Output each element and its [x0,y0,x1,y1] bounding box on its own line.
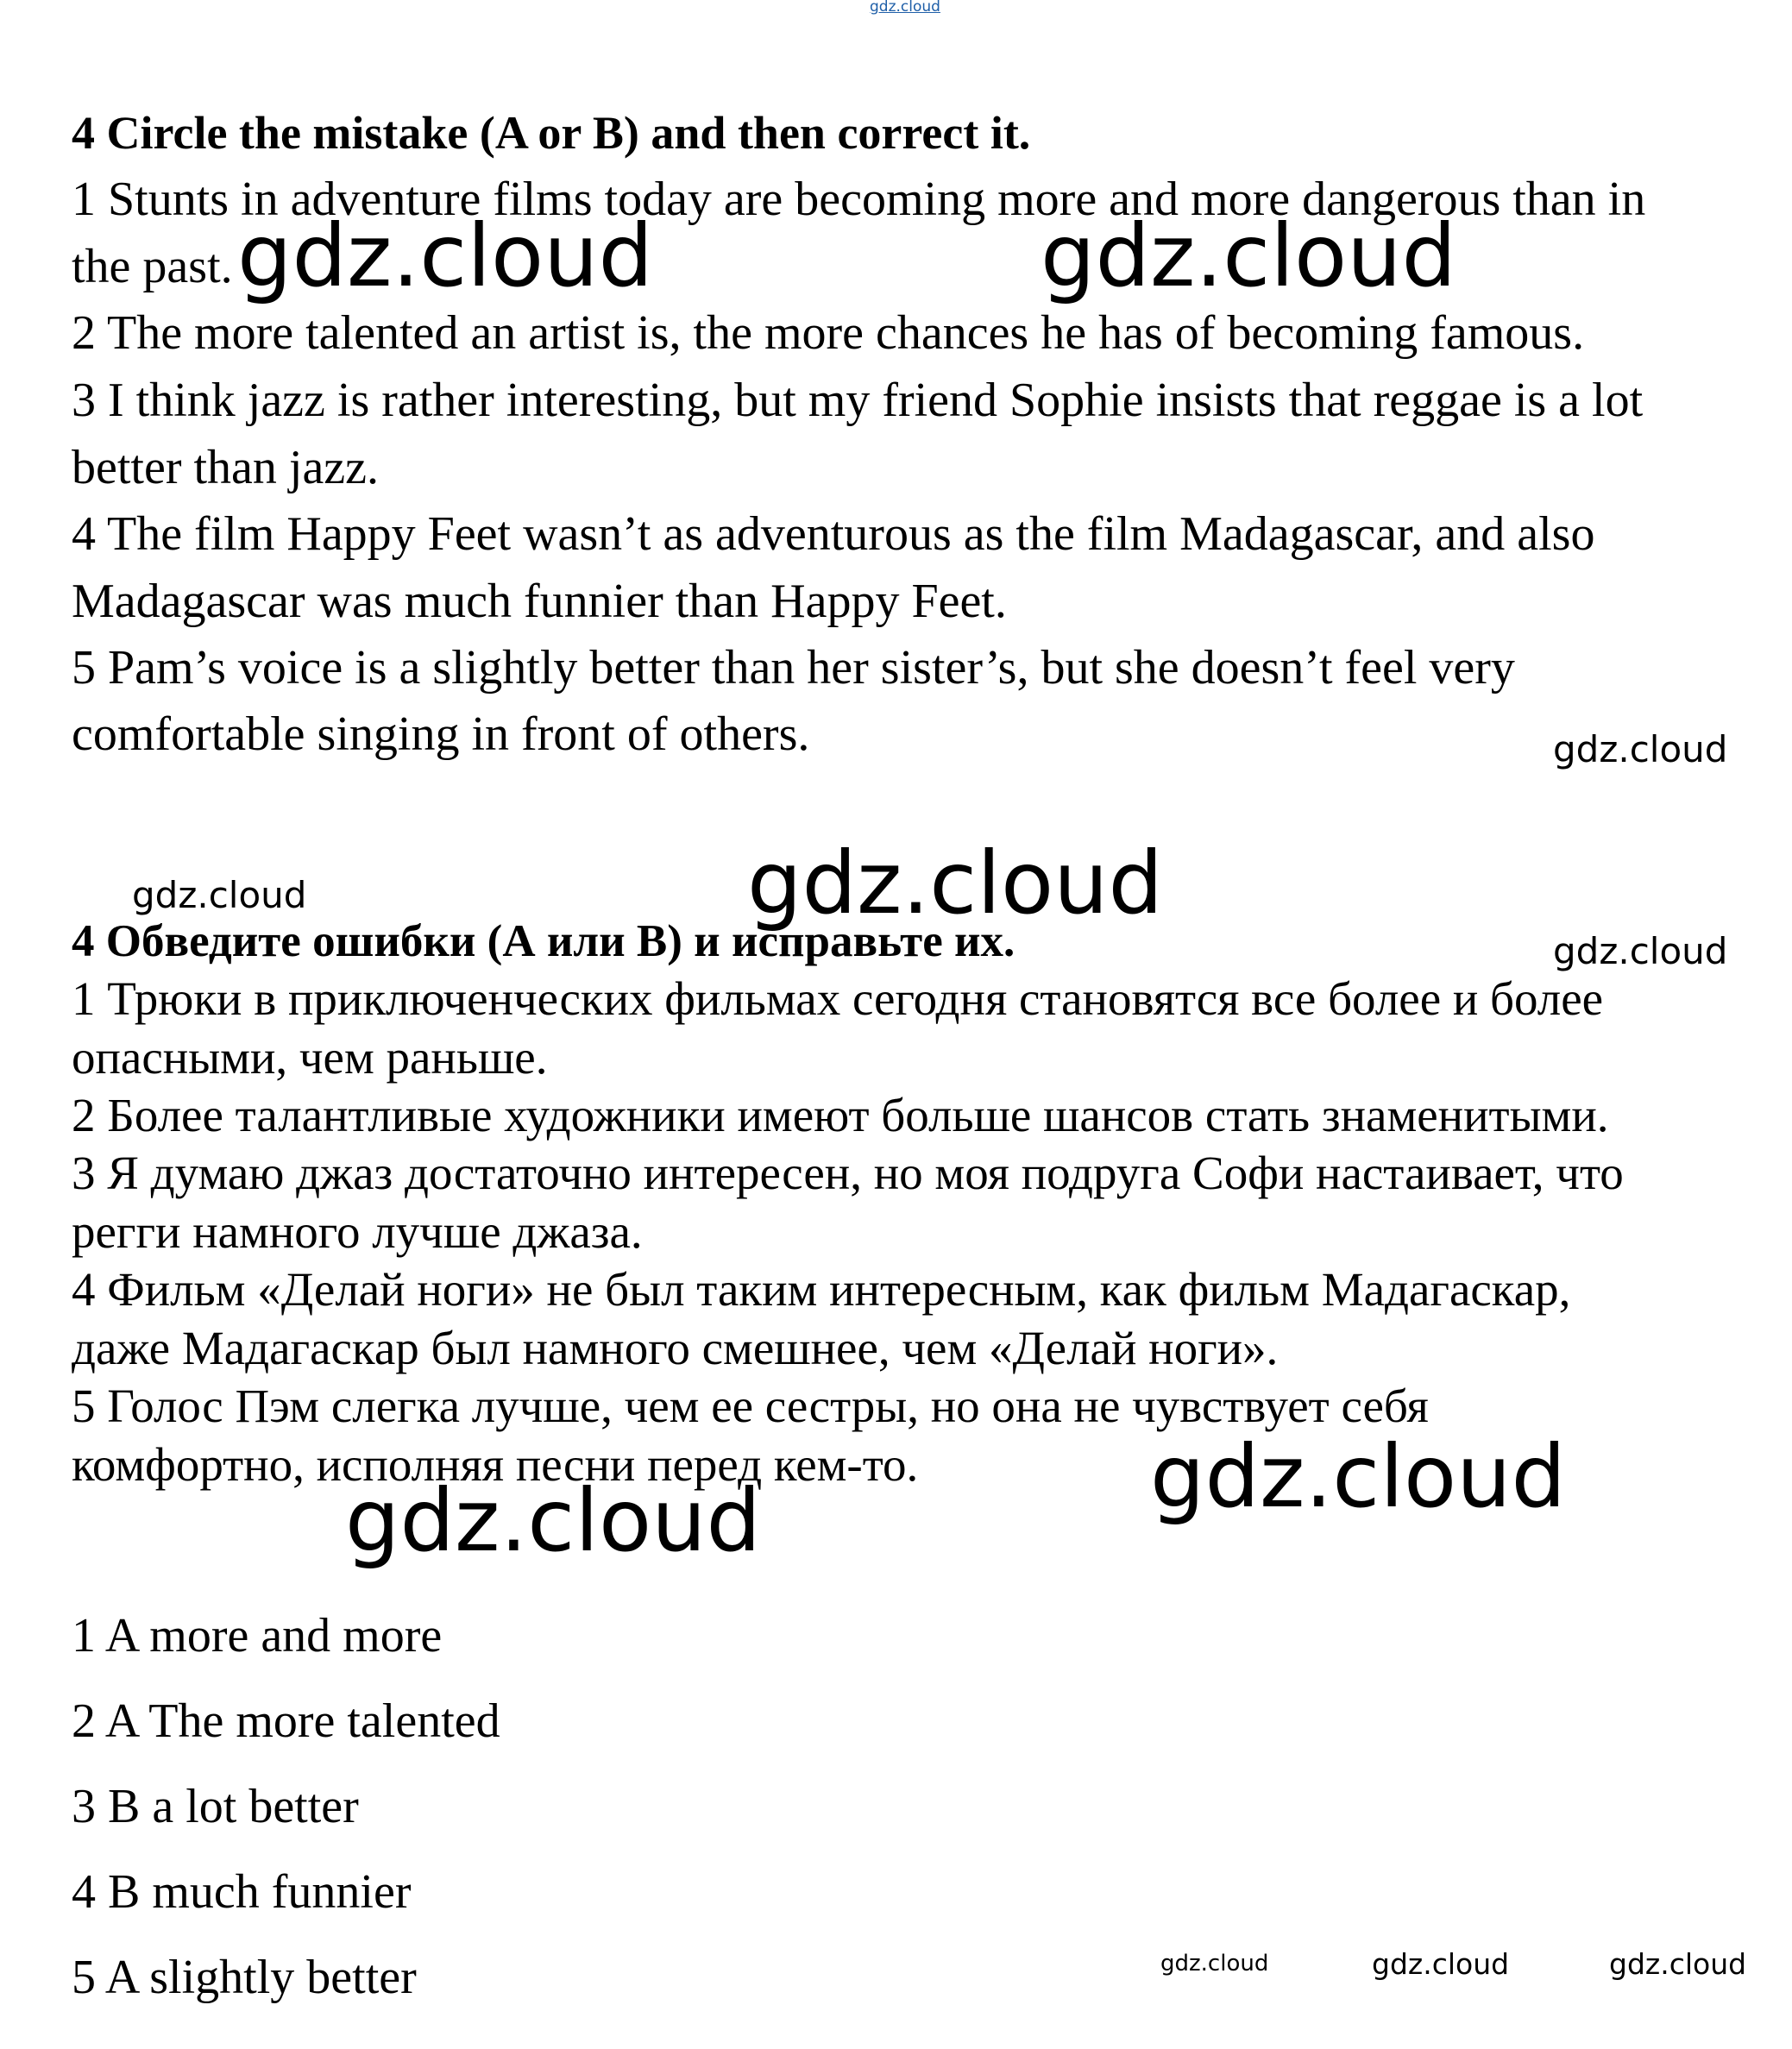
watermark-small: gdz.cloud [1609,1947,1747,1981]
sentence-3-line-2: better than jazz. [72,441,380,494]
ru-sentence-1-line-2: опасными, чем раньше. [72,1031,548,1084]
sentence-5-line-1: 5 Pam’s voice is a slightly better than her sister’s, but she doesn’t feel very [72,641,1515,695]
ru-sentence-5-line-1: 5 Голос Пэм слегка лучше, чем ее сестры, но она не чувствует себя [72,1380,1429,1432]
answer-5: 5 A slightly better [72,1951,417,2004]
ru-sentence-4-line-2: даже Мадагаскар был намного смешнее, чем «Делай ноги». [72,1322,1279,1374]
sentence-5-line-2: comfortable singing in front of others. [72,707,810,761]
sentence-1-line-2: the past. [72,240,233,293]
ru-sentence-1-line-1: 1 Трюки в приключенческих фильмах сегодня становятся все более и более [72,972,1604,1025]
answer-3: 3 B a lot better [72,1780,359,1833]
sentence-4-line-1: 4 The film Happy Feet wasn’t as adventurous as the film Madagascar, and also [72,507,1595,561]
sentence-2: 2 The more talented an artist is, the more chances he has of becoming famous. [72,306,1585,360]
sentence-1-line-1: 1 Stunts in adventure films today are becoming more and more dangerous than in [72,173,1646,226]
watermark-large: gdz.cloud [1041,205,1457,306]
answer-2: 2 A The more talented [72,1694,500,1748]
exercise-heading-en: 4 Circle the mistake (A or B) and then correct it. [72,107,1031,159]
sentence-3-line-1: 3 I think jazz is rather interesting, but my friend Sophie insists that reggae is a lot [72,374,1644,427]
watermark-large: gdz.cloud [345,1470,762,1571]
ru-sentence-2: 2 Более талантливые художники имеют больше шансов стать знаменитыми. [72,1089,1609,1141]
exercise-heading-ru: 4 Обведите ошибки (А или В) и исправьте их. [72,916,1015,966]
watermark-large: gdz.cloud [1150,1426,1567,1527]
ru-sentence-4-line-1: 4 Фильм «Делай ноги» не был таким интересным, как фильм Мадагаскар, [72,1263,1571,1316]
answer-4: 4 B much funnier [72,1865,412,1919]
watermark-medium: gdz.cloud [1553,728,1728,770]
ru-sentence-5-line-2: комфортно, исполняя песни перед кем-то. [72,1438,919,1491]
answer-1: 1 A more and more [72,1609,443,1662]
watermark-large: gdz.cloud [237,205,654,306]
watermark-small: gdz.cloud [1160,1951,1269,1977]
watermark-medium: gdz.cloud [132,874,307,916]
ru-sentence-3-line-2: регги намного лучше джаза. [72,1205,643,1258]
ru-sentence-3-line-1: 3 Я думаю джаз достаточно интересен, но моя подруга Софи настаивает, что [72,1147,1624,1199]
watermark-top: gdz.cloud [870,0,940,16]
watermark-large: gdz.cloud [747,833,1164,933]
watermark-medium: gdz.cloud [1553,930,1728,972]
watermark-small: gdz.cloud [1372,1947,1510,1981]
sentence-4-line-2: Madagascar was much funnier than Happy Feet. [72,575,1007,628]
